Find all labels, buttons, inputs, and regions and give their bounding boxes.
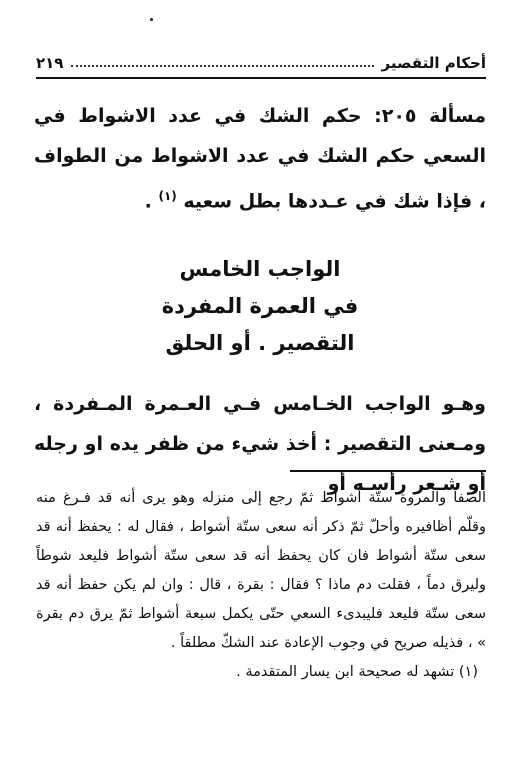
footnote-1: (١) تشهد له صحيحة ابن يسار المتقدمة . xyxy=(236,664,478,680)
scan-speck xyxy=(150,18,153,21)
footnote-separator xyxy=(290,470,486,472)
footnote-reference: (١) xyxy=(158,189,177,203)
page-number: ٢١٩ xyxy=(36,54,64,72)
body-paragraph: وهـو الواجب الخـامس فـي العـمرة المـفردة ، ومـعنى التقصير : أخذ شيء من ظفر يده او رجله أو شـعر رأسـه أو xyxy=(34,393,486,495)
issue-paragraph xyxy=(34,96,486,221)
header-dot-leader xyxy=(71,65,373,67)
section-heading-line-2: في العمرة المفردة xyxy=(161,294,359,318)
running-title: أحكام التقصير xyxy=(381,54,486,72)
header-rule xyxy=(36,77,486,79)
issue-number: مسألة ٢٠٥: xyxy=(374,105,486,127)
section-heading-line-1: الواجب الخامس xyxy=(179,257,341,281)
footnote-continuation: الصفا والمروة ستّة أشواط ثمّ رجع إلى منزله وهو يرى أنه قد فـرغ منه وقلّم أظافيره وأحلّ ثمّ ذكر أنه سعى ستّة أشواط ، فقال له : يحفظ أنه قد سعى ستّة أشواط فان كان يحفظ أنه قد سعى ستّة أشواط فليعد شوطاً وليرق دماً ، فقلت دم ماذا ؟ فقال : بقرة ، قال : وان لم يكن حفظ أنه قد سعى ستّة فليعد فليبدىء السعي حتّى يكمل سبعة أشواط ثمّ يرق دم بقرة » ، فذيله صريح في وجوب الإعادة عند الشكّ مطلقاً . xyxy=(36,490,486,651)
footnotes-block xyxy=(36,484,486,687)
issue-text: حكم الشك في عدد الاشواط في السعي حكم الشك في عدد الاشواط من الطواف ، فإذا شك في عـددها بطل سعيه xyxy=(34,105,486,213)
issue-end: . xyxy=(144,190,152,213)
section-heading-line-3: التقصير . أو الحلق xyxy=(165,331,355,355)
page-header xyxy=(36,44,486,72)
